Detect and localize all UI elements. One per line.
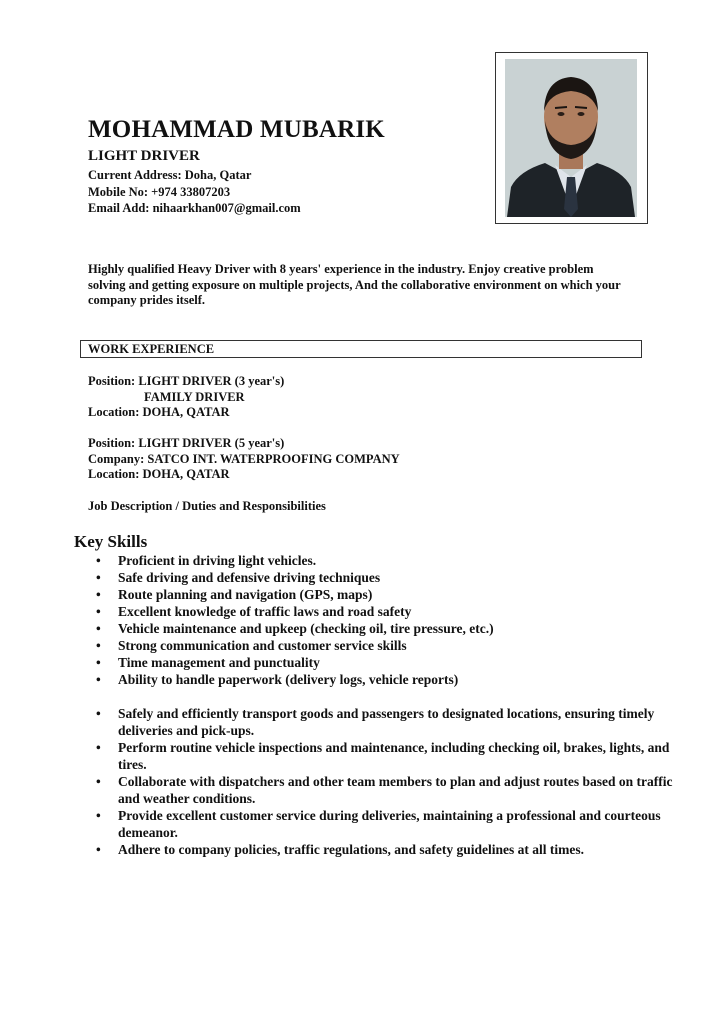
job-location: Location: DOHA, QATAR [88,405,230,419]
list-item: • Ability to handle paperwork (delivery logs, vehicle reports) [96,672,459,687]
list-item: • Safe driving and defensive driving techniques [96,570,381,585]
profile-photo [505,59,637,217]
work-experience-header [80,340,642,358]
list-item: • Proficient in driving light vehicles. [96,553,317,568]
section-title: WORK EXPERIENCE [88,342,215,356]
job-description-heading: Job Description / Duties and Responsibilities [88,499,326,513]
job-entry-2 [88,436,400,483]
job-entry-1 [88,374,284,421]
list-item: • Route planning and navigation (GPS, maps) [96,587,373,602]
list-item: • Adhere to company policies, traffic regulations, and safety guidelines at all times. [96,842,584,857]
job-location: Location: DOHA, QATAR [88,467,230,481]
list-item: • Strong communication and customer service skills [96,638,407,653]
list-item: • Perform routine vehicle inspections and maintenance, including checking oil, brakes, lights, and tires. [96,740,670,772]
person-portrait-icon [505,59,637,217]
list-item: • Collaborate with dispatchers and other team members to plan and adjust routes based on traffic and weather conditions. [96,774,673,806]
duties-list [96,705,678,858]
list-item: • Safely and efficiently transport goods and passengers to designated locations, ensuring timely deliveries and pick-ups. [96,706,655,738]
profile-photo-frame [495,52,648,224]
key-skills-list [96,552,678,688]
address-line: Current Address: Doha, Qatar [88,168,252,182]
job-company: Company: SATCO INT. WATERPROOFING COMPANY [88,451,400,466]
list-item: • Time management and punctuality [96,655,320,670]
mobile-line: Mobile No: +974 33807203 [88,184,231,199]
candidate-name: MOHAMMAD MUBARIK [88,116,385,143]
list-item: • Excellent knowledge of traffic laws and road safety [96,604,412,619]
job-position-sub: FAMILY DRIVER [144,389,245,404]
job-position: Position: LIGHT DRIVER (5 year's) [88,436,285,450]
job-title: LIGHT DRIVER [88,148,200,164]
key-skills-title: Key Skills [74,532,148,551]
list-item: • Vehicle maintenance and upkeep (checking oil, tire pressure, etc.) [96,621,494,636]
contact-info [88,167,301,217]
list-item: • Provide excellent customer service during deliveries, maintaining a professional and courteous demeanor. [96,808,661,840]
profile-summary: Highly qualified Heavy Driver with 8 years' experience in the industry. Enjoy creative problem solving and getting exposure on multiple projects, And the collaborative environment on which your company prides itself. [88,262,621,307]
email-line: Email Add: nihaarkhan007@gmail.com [88,201,301,215]
job-position: Position: LIGHT DRIVER (3 year's) [88,374,285,388]
